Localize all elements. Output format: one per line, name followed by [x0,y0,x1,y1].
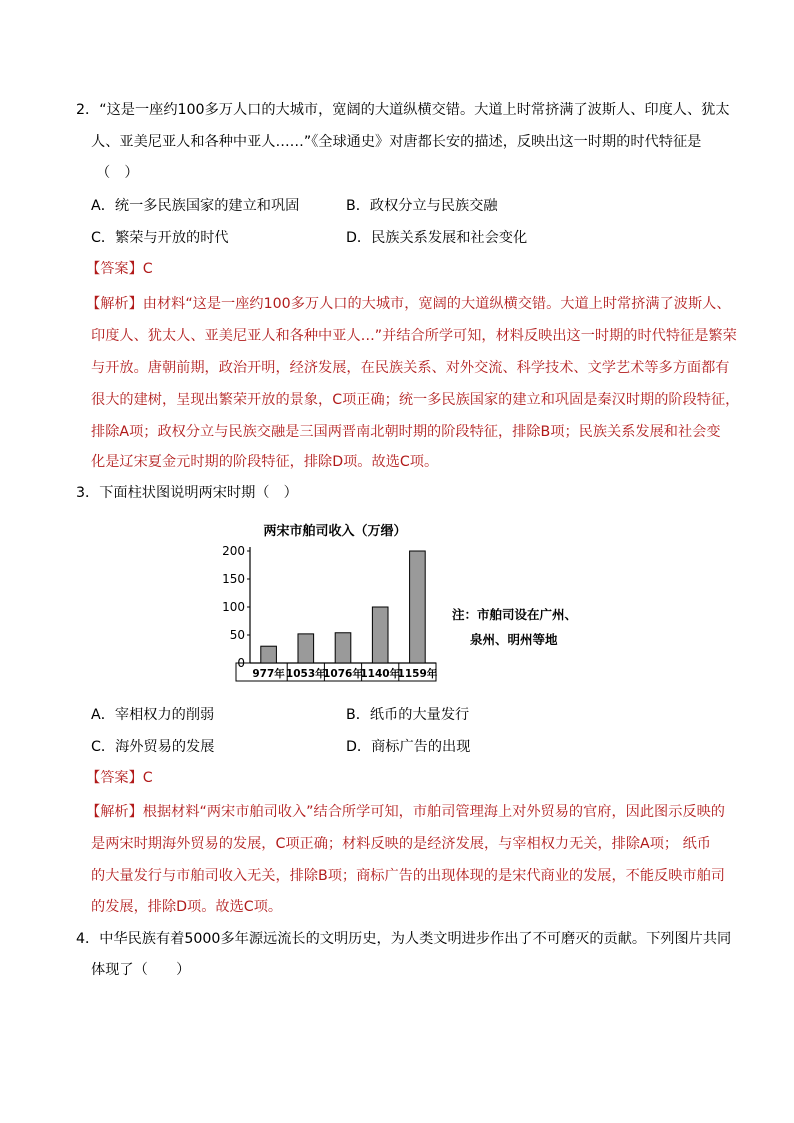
q3-answer [86,768,153,788]
q3-answer-value: C [142,770,153,786]
chart-svg [222,515,600,685]
chart-note-line1: 注：市舶司设在广州、 [452,607,578,622]
q2-option-b: B．政权分立与民族交融 [346,198,498,214]
bar [298,634,314,663]
y-tick-label: 150 [222,572,245,586]
q3-analysis-text1: 根据材料“两宋市舶司收入”结合所学可知，市舶司管理海上对外贸易的官府，因此图示反映的 [142,804,725,820]
q2-analysis-line5: 排除A项；政权分立与民族交融是三国两晋南北朝时期的阶段特征，排除B项；民族关系发展和社会变 [91,424,721,440]
x-tick-label: 1076年 [323,668,363,680]
q2-analysis-line6: 化是辽宋夏金元时期的阶段特征，排除D项。故选C项。 [91,454,439,470]
q3-option-c: C．海外贸易的发展 [91,739,215,755]
q2-answer-value: C [142,261,153,277]
bar [410,551,426,663]
q3-option-b: B．纸币的大量发行 [346,707,470,723]
y-tick-label: 0 [237,656,245,670]
x-tick-label: 1159年 [397,668,438,680]
q2-analysis-line4: 很大的建树，呈现出繁荣开放的景象，C项正确；统一多民族国家的建立和巩固是秦汉时期的阶段特征， [91,392,740,408]
q3-analysis-line3: 的大量发行与市舶司收入无关，排除B项；商标广告的出现体现的是宋代商业的发展，不能反映市舶司 [91,868,725,884]
x-tick-label: 1140年 [360,668,401,680]
q3-option-d: D．商标广告的出现 [346,739,471,755]
q4-stem-line1: 4．中华民族有着5000多年源远流长的文明历史，为人类文明进步作出了不可磨灭的贡献。下列图片共同 [76,931,732,947]
chart-note-line2: 泉州、明州等地 [470,632,558,647]
q2-stem-line1: 2．“这是一座约100多万人口的大城市，宽阔的大道纵横交错。大道上时常挤满了波斯人、印度人、犹太 [76,102,730,118]
q2-answer-tag: 【答案】 [86,261,143,277]
q3-option-a: A．宰相权力的削弱 [91,707,215,723]
q3-stem: 3．下面柱状图说明两宋时期（ ） [76,485,298,501]
q2-option-d: D．民族关系发展和社会变化 [346,230,528,246]
y-tick-label: 100 [222,600,245,614]
q2-analysis-tag: 【解析】 [86,296,143,312]
y-tick-label: 50 [229,628,245,642]
q2-paren: （ ） [96,165,139,181]
q2-analysis-line3: 与开放。唐朝前期，政治开明，经济发展，在民族关系、对外交流、科学技术、文学艺术等多方面都有 [91,360,730,376]
q3-analysis-line2: 是两宋时期海外贸易的发展，C项正确；材料反映的是经济发展，与宰相权力无关，排除A项； 纸币 [91,836,711,852]
q3-bar-chart [222,515,600,685]
q2-analysis-text1: 由材料“这是一座约100多万人口的大城市，宽阔的大道纵横交错。大道上时常挤满了波斯人、 [142,296,731,312]
x-tick-label: 977年 [252,668,285,680]
x-tick-label: 1053年 [285,668,326,680]
bar [372,607,388,663]
q3-answer-tag: 【答案】 [86,770,143,786]
bar [261,646,277,663]
q2-stem-line2: 人、亚美尼亚人和各种中亚人……”《全球通史》对唐都长安的描述，反映出这一时期的时代特征是 [91,134,702,150]
q2-answer [86,259,153,279]
q2-analysis-line2: 印度人、犹太人、亚美尼亚人和各种中亚人…”并结合所学可知，材料反映出这一时期的时代特征是繁荣 [91,328,737,344]
q3-analysis-line4: 的发展，排除D项。故选C项。 [91,899,283,915]
bar [335,633,351,663]
y-tick-label: 200 [222,544,245,558]
q3-analysis-line1 [86,802,725,822]
chart-title: 两宋市舶司收入（万缗） [263,524,407,539]
q3-analysis-tag: 【解析】 [86,804,143,820]
q2-analysis-line1 [86,294,731,314]
q2-option-c: C．繁荣与开放的时代 [91,230,229,246]
q2-option-a: A．统一多民族国家的建立和巩固 [91,198,300,214]
q4-stem-line2: 体现了（ ） [91,962,191,978]
